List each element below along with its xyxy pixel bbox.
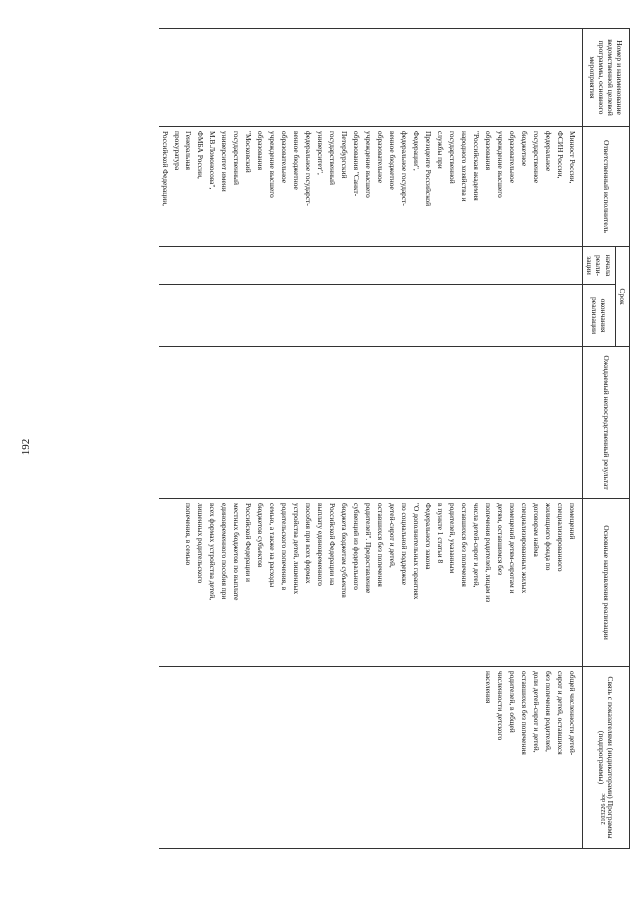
cell-line: государственный: [328, 131, 338, 185]
header-link: Связь с показателями (индикаторами) Программы (подпрограммы): [583, 667, 630, 849]
cell-line: доли детей-сирот и детей,: [532, 671, 542, 753]
cell-line: учреждение высшего: [364, 131, 374, 198]
cell-result: [159, 347, 583, 499]
footer-doc-code: 2103226 doc: [601, 793, 607, 825]
cell-line: ФСИН России,: [556, 131, 566, 179]
cell-line: образовательное: [280, 131, 290, 184]
cell-line: Российской Федерации и: [244, 503, 254, 582]
cell-line: числа детей-сирот и детей,: [472, 503, 482, 588]
cell-line: детям, оставшимся без: [496, 503, 506, 576]
cell-line: федеральное: [544, 131, 554, 172]
cell-line: пособия при всех формах: [304, 503, 314, 584]
cell-line: специализированных жилых: [520, 503, 530, 594]
header-term: Срок: [615, 247, 629, 347]
cell-line: Федерации",: [412, 131, 422, 171]
cell-line: выплату единовременного: [316, 503, 326, 586]
cell-line: детей-сирот и детей,: [388, 503, 398, 568]
header-result: Ожидаемый непосредственный результат: [583, 347, 630, 499]
cell-line: М.В.Ломоносова",: [208, 131, 218, 190]
cell-line: образования: [256, 131, 266, 170]
cell-executor: [159, 127, 583, 247]
cell-line: помещений детям-сиротам и: [508, 503, 518, 594]
cell-line: Российской Федерации на: [328, 503, 338, 586]
cell-line: федеральное государст-: [304, 131, 314, 206]
cell-line: попечения, в семью: [184, 503, 194, 566]
cell-line: образования "Санкт-: [352, 131, 362, 197]
cell-line: венное бюджетное: [292, 131, 302, 190]
cell-line: бюджетов субъектов: [256, 503, 266, 568]
cell-line: университет",: [316, 131, 326, 175]
cell-line: всех формах устройства детей,: [208, 503, 218, 601]
cell-line: попечения родителей, лицам из: [484, 503, 494, 603]
cell-line: федеральное государст-: [400, 131, 410, 206]
cell-line: государственной: [448, 131, 458, 184]
header-number-name: Номер и наименование ведомственной целевой программы, основного мероприятия: [583, 29, 630, 127]
cell-line: численности детского: [496, 671, 506, 741]
program-table: [159, 28, 630, 849]
cell-line: бюджетное: [520, 131, 530, 167]
cell-line: в пункте 1 статьи 8: [436, 503, 446, 564]
cell-line: образовательное: [376, 131, 386, 184]
cell-line: населения: [484, 671, 494, 704]
cell-line: родительского попечения, в: [280, 503, 290, 591]
cell-link: [159, 667, 583, 849]
cell-line: Президенте Российской: [424, 131, 434, 207]
cell-line: венное бюджетное: [388, 131, 398, 190]
cell-line: договорам найма: [532, 503, 542, 557]
cell-line: образовательное: [508, 131, 518, 184]
cell-line: местных бюджетов по выплате: [232, 503, 242, 601]
cell-line: государственное: [532, 131, 542, 184]
header-directions: Основные направления реализации: [583, 499, 630, 667]
cell-line: оставшихся без попечения: [376, 503, 386, 587]
header-term-start: начала реали-зации: [583, 247, 616, 285]
cell-line: народного хозяйства и: [460, 131, 470, 202]
cell-line: специализированного: [556, 503, 566, 572]
cell-line: устройства детей, лишенных: [292, 503, 302, 595]
cell-line: родителей, в общей: [508, 671, 518, 733]
page-number: 192: [20, 438, 32, 456]
cell-line: семью, а также на расходы: [268, 503, 278, 588]
cell-line: "Российская академия: [472, 131, 482, 201]
header-term-end: окончания реализации: [583, 285, 616, 347]
cell-line: ФМБА России,: [196, 131, 206, 179]
header-executor: Ответственный исполнитель: [583, 127, 630, 247]
cell-line: службы при: [436, 131, 446, 169]
cell-directions: [159, 499, 583, 667]
cell-line: помещений: [568, 503, 577, 540]
cell-line: оставшихся без попечения: [520, 671, 530, 755]
cell-line: бюджета бюджетам субъектов: [340, 503, 350, 598]
cell-line: единовременного пособия при: [220, 503, 230, 600]
cell-line: родителей, указанным: [448, 503, 458, 574]
rotated-table-page: [78, 28, 630, 848]
cell-line: без попечения родителей,: [544, 671, 554, 752]
cell-line: учреждение высшего: [268, 131, 278, 198]
cell-line: прокуратура: [172, 131, 182, 171]
cell-number-name: [159, 29, 583, 127]
cell-line: субвенций из федерального: [352, 503, 362, 590]
cell-line: сирот и детей, оставшихся: [556, 671, 566, 755]
cell-line: лишенных родительского: [196, 503, 206, 584]
cell-line: жилищного фонда по: [544, 503, 554, 571]
cell-line: Минюст России,: [568, 131, 577, 184]
cell-line: государственный: [232, 131, 242, 185]
cell-line: Петербургский: [340, 131, 350, 179]
cell-line: "О дополнительных гарантиях: [412, 503, 422, 600]
cell-line: родителей". Предоставление: [364, 503, 374, 594]
cell-line: учреждение высшего: [496, 131, 506, 198]
cell-term-end: [159, 285, 583, 347]
cell-line: образования: [484, 131, 494, 170]
cell-line: по социальной поддержке: [400, 503, 410, 585]
cell-line: оставшихся без попечения: [460, 503, 470, 587]
cell-line: общей численности детей-: [568, 671, 577, 756]
cell-term-start: [159, 247, 583, 285]
cell-line: Генеральная: [184, 131, 194, 170]
cell-line: Российской Федерации,: [160, 131, 170, 207]
cell-line: университет имени: [220, 131, 230, 192]
cell-line: "Московский: [244, 131, 254, 173]
cell-line: Федерального закона: [424, 503, 434, 570]
